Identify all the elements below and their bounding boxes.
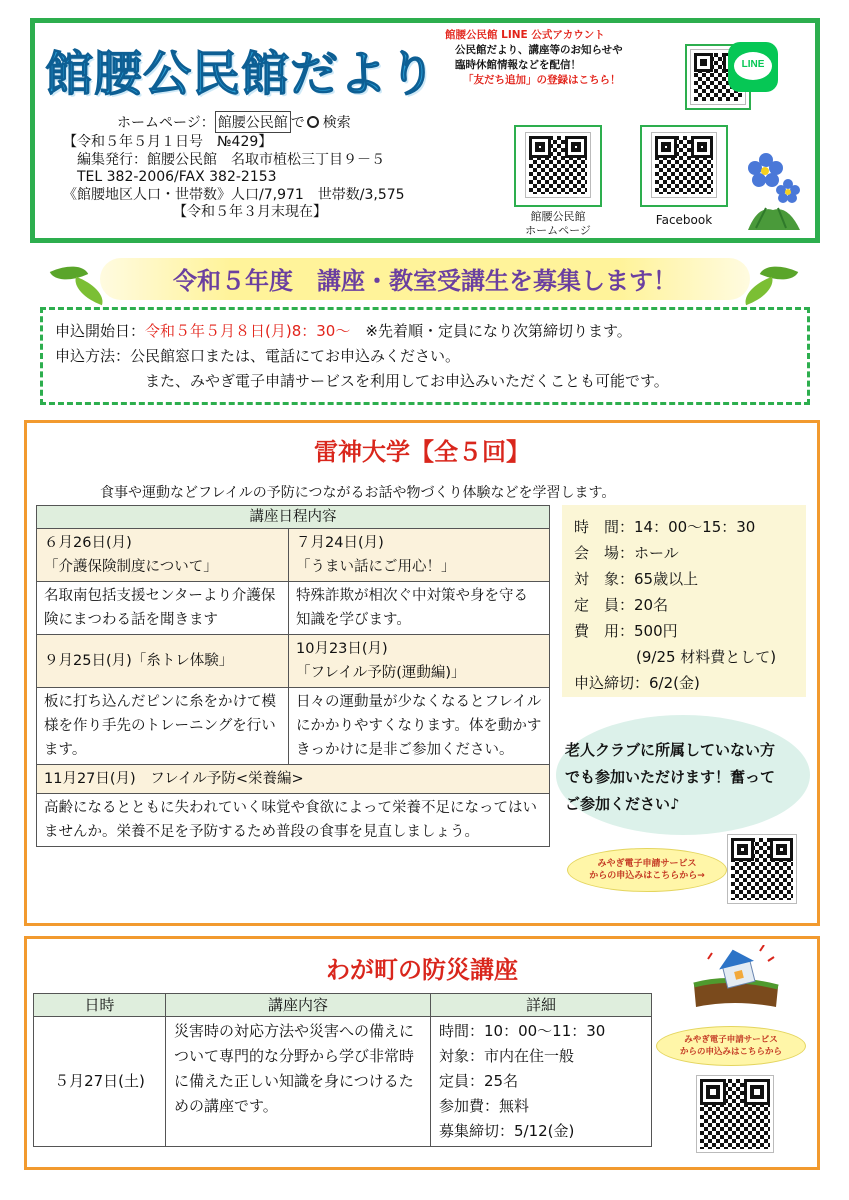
session-4-topic: 「フレイル予防(運動編)」 <box>296 665 466 681</box>
session-4-header <box>289 635 550 688</box>
homepage-qr-caption <box>512 210 604 238</box>
raijin-qr-code[interactable] <box>728 835 796 903</box>
session-4-body: 日々の運動量が少なくなるとフレイルにかかりやすくなります。体を動かすきっかけに是非ご参加ください。 <box>289 688 550 765</box>
raijin-description: 食事や運動などフレイルの予防につながるお話や物づくり体験などを学習します。 <box>100 485 616 501</box>
info-capacity: 定 員：20名 <box>574 596 669 614</box>
miyagi-link-text <box>568 858 726 882</box>
session-1-topic: 「介護保険制度について」 <box>44 559 218 575</box>
as-of-line: 【令和５年３月末現在】 <box>173 204 327 220</box>
schedule-header: 講座日程内容 <box>37 506 550 529</box>
bousai-time: 時間：10：00～11：30 <box>439 1022 606 1040</box>
bubble-text <box>565 737 775 818</box>
search-label: 検索 <box>322 115 351 131</box>
raijin-schedule-table <box>36 505 550 847</box>
raijin-info-text <box>574 514 776 696</box>
recruitment-banner <box>100 258 750 300</box>
session-5-body: 高齢になるとともに失われていく味覚や食欲によって栄養不足になってはいませんか。栄養不足を予防するため普段の食事を見直しましょう。 <box>37 794 550 847</box>
bousai-header-date: 日時 <box>34 994 166 1017</box>
info-time: 時 間：14：00～15：30 <box>574 518 756 536</box>
session-2-topic: 「うまい話にご用心！」 <box>296 559 456 575</box>
facebook-qr-frame <box>640 125 728 207</box>
bousai-header-details: 詳細 <box>431 994 652 1017</box>
bubble-line-3: ご参加ください♪ <box>565 795 680 813</box>
info-venue: 会 場：ホール <box>574 544 679 562</box>
miyagi-link-line-1: みやぎ電子申請サービス <box>597 859 697 869</box>
house-icon <box>690 945 782 1013</box>
issue-info <box>63 134 405 222</box>
application-text <box>55 319 669 394</box>
bousai-title: わが町の防災講座 <box>326 956 518 984</box>
bousai-capacity: 定員：25名 <box>439 1072 519 1090</box>
tel-line: TEL 382-2006/FAX 382-2153 <box>77 169 277 185</box>
publisher-line: 編集発行：館腰公民館 名取市植松三丁目９－５ <box>77 151 385 168</box>
bousai-fee: 参加費：無料 <box>439 1097 530 1115</box>
line-info-text-2: 臨時休館情報などを配信！ <box>455 59 581 71</box>
info-deadline: 申込締切：6/2(金) <box>574 674 700 692</box>
session-1-header <box>37 529 289 582</box>
homepage-qr-code[interactable] <box>526 133 590 197</box>
bousai-deadline: 募集締切：5/12(金) <box>439 1122 575 1140</box>
bubble-line-2: でも参加いただけます！奮って <box>565 768 776 786</box>
session-1-body: 名取南包括支援センターより介護保険にまつわる話を聞きます <box>37 582 289 635</box>
search-suffix: で <box>290 115 305 131</box>
bousai-content: 災害時の対応方法や災害への備えについて専門的な分野から学び非常時に備えた正しい知識を身につけるための講座です。 <box>166 1017 431 1147</box>
miyagi-link-oval[interactable] <box>567 848 727 892</box>
bousai-qr-code[interactable] <box>697 1076 773 1152</box>
facebook-qr-code[interactable] <box>652 133 716 197</box>
application-method-line-2: また、みやぎ電子申請サービスを利用してお申込みいただくことも可能です。 <box>145 372 669 390</box>
issue-number: 【令和５年５月１日号 №429】 <box>63 134 273 150</box>
line-logo-text: LINE <box>741 59 765 70</box>
flower-icon <box>738 150 808 232</box>
bousai-miyagi-link-text <box>657 1034 805 1058</box>
newsletter-title: 館腰公民館だより <box>45 46 438 102</box>
session-2-header <box>289 529 550 582</box>
session-2-body: 特殊詐欺が相次ぐ中対策や身を守る知識を学びます。 <box>289 582 550 635</box>
application-box <box>40 307 810 405</box>
bousai-table <box>33 993 652 1147</box>
homepage-qr-frame <box>514 125 602 207</box>
bousai-header-content: 講座内容 <box>166 994 431 1017</box>
application-start-line <box>55 319 669 344</box>
info-fee-note: (9/25 材料費として) <box>636 648 777 666</box>
homepage-search-box[interactable]: 館腰公民館 <box>215 111 291 133</box>
homepage-search-line <box>117 111 351 133</box>
bousai-miyagi-link-oval[interactable] <box>656 1026 806 1066</box>
bousai-details <box>431 1017 652 1147</box>
miyagi-link-line-2: からの申込みはこちらから→ <box>589 871 705 881</box>
line-logo-icon[interactable] <box>728 42 778 92</box>
raijin-info-box <box>562 505 806 697</box>
session-2-date: ７月24日(月) <box>296 535 384 551</box>
line-account-info <box>445 28 623 88</box>
recruitment-title: 令和５年度 講座・教室受講生を募集します！ <box>173 267 677 295</box>
info-fee: 費 用：500円 <box>574 622 678 640</box>
search-icon <box>307 116 319 128</box>
session-3-body: 板に打ち込んだピンに糸をかけて模様を作り手先のトレーニングを行います。 <box>37 688 289 765</box>
start-date: 令和５年５月８日(月)8：30～ <box>145 322 351 340</box>
session-3-header <box>37 635 289 688</box>
homepage-qr-caption-1: 館腰公民館 <box>530 210 586 223</box>
info-target: 対 象：65歳以上 <box>574 570 699 588</box>
raijin-title: 雷神大学【全５回】 <box>314 438 530 466</box>
homepage-label: ホームページ： <box>117 115 215 131</box>
bubble-line-1: 老人クラブに所属していない方 <box>565 741 776 759</box>
session-4-date: 10月23日(月) <box>296 641 388 657</box>
bousai-miyagi-line-1: みやぎ電子申請サービス <box>684 1035 778 1045</box>
session-1-date: ６月26日(月) <box>44 535 132 551</box>
session-3-date: ９月25日(月)「糸トレ体験」 <box>44 653 234 669</box>
start-note: ※先着順・定員になり次第締切ります。 <box>365 322 632 340</box>
line-info-text-1: 公民館だより、講座等のお知らせや <box>455 44 623 56</box>
line-friend-add[interactable]: 「友だち追加」の登録はこちら！ <box>463 74 621 86</box>
facebook-qr-caption: Facebook <box>655 213 713 227</box>
session-5-header: 11月27日(月) フレイル予防<栄養編> <box>37 765 550 794</box>
homepage-qr-caption-2: ホームページ <box>525 224 591 237</box>
bousai-target: 対象：市内在住一般 <box>439 1047 575 1065</box>
population-line: 《館腰地区人口・世帯数》人口/7,971 世帯数/3,575 <box>63 186 405 203</box>
application-method-line: 申込方法：公民館窓口または、電話にてお申込みください。 <box>55 347 461 365</box>
line-info-heading: 館腰公民館 LINE 公式アカウント <box>445 29 605 41</box>
bousai-date: ５月27日(土) <box>34 1017 166 1147</box>
bousai-miyagi-line-2: からの申込みはこちらから <box>679 1047 782 1057</box>
start-label: 申込開始日： <box>55 322 146 340</box>
